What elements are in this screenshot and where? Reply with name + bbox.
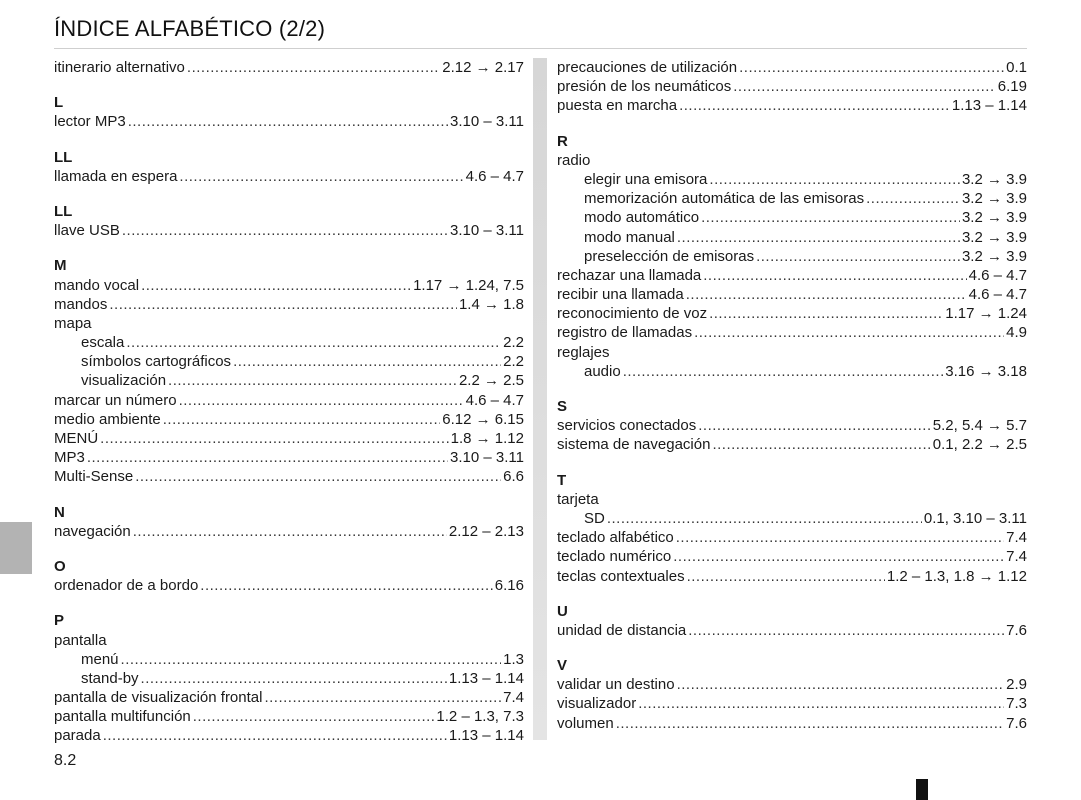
entry-pages: 0.1, 3.10 – 3.11 bbox=[923, 509, 1027, 527]
entry-pages: 1.17 → 1.24, 7.5 bbox=[413, 276, 524, 294]
entry-term: ordenador de a bordo bbox=[54, 577, 199, 595]
entry-term: menú bbox=[81, 650, 119, 668]
index-entry bbox=[54, 410, 524, 429]
index-subentry bbox=[557, 362, 1027, 381]
entry-term: unidad de distancia bbox=[557, 621, 687, 639]
index-entry bbox=[54, 448, 524, 467]
entry-pages: 3.2 → 3.9 bbox=[961, 209, 1027, 227]
index-entry bbox=[557, 547, 1027, 566]
entry-term: pantalla multifunción bbox=[54, 708, 191, 726]
entry-term: preselección de emisoras bbox=[584, 247, 755, 265]
index-entry bbox=[54, 391, 524, 410]
entry-pages: 1.3 bbox=[503, 650, 524, 668]
index-subentry bbox=[54, 669, 524, 688]
index-entry bbox=[54, 726, 524, 745]
entry-term: modo manual bbox=[584, 228, 675, 246]
entry-term: Multi-Sense bbox=[54, 468, 134, 486]
dot-leader bbox=[712, 435, 930, 454]
entry-term: volumen bbox=[557, 714, 614, 732]
entry-term: parada bbox=[54, 727, 101, 745]
entry-term: lector MP3 bbox=[54, 113, 126, 131]
entry-pages: 1.13 – 1.14 bbox=[448, 669, 524, 687]
dot-leader bbox=[676, 528, 1004, 547]
print-mark bbox=[916, 779, 928, 800]
entry-pages: 3.10 – 3.11 bbox=[450, 449, 524, 467]
dot-leader bbox=[141, 276, 411, 295]
index-entry bbox=[557, 567, 1027, 586]
index-entry bbox=[54, 112, 524, 131]
index-entry bbox=[54, 221, 524, 240]
entry-term: llave USB bbox=[54, 222, 120, 240]
index-entry bbox=[557, 528, 1027, 547]
dot-leader bbox=[709, 170, 960, 189]
dot-leader bbox=[128, 112, 448, 131]
entry-term: puesta en marcha bbox=[557, 97, 678, 115]
dot-leader bbox=[163, 410, 441, 429]
entry-pages: 3.10 – 3.11 bbox=[450, 113, 524, 131]
entry-pages: 0.1 bbox=[1006, 59, 1027, 76]
entry-pages: 1.13 – 1.14 bbox=[448, 727, 524, 745]
entry-term: registro de llamadas bbox=[557, 324, 693, 342]
dot-leader bbox=[141, 669, 447, 688]
dot-leader bbox=[616, 714, 1004, 733]
entry-pages: 1.2 – 1.3, 7.3 bbox=[436, 708, 524, 726]
entry-term: modo automático bbox=[584, 209, 700, 227]
index-subentry bbox=[557, 509, 1027, 528]
dot-leader bbox=[103, 726, 447, 745]
entry-term: medio ambiente bbox=[54, 410, 161, 428]
index-entry bbox=[557, 266, 1027, 285]
entry-pages: 0.1, 2.2 → 2.5 bbox=[932, 436, 1027, 454]
index-entry bbox=[557, 694, 1027, 713]
entry-term: visualizador bbox=[557, 695, 637, 713]
dot-leader bbox=[121, 650, 502, 669]
entry-term: reconocimiento de voz bbox=[557, 305, 708, 323]
section-letter-t: T bbox=[557, 471, 567, 489]
entry-term: memorización automática de las emisoras bbox=[584, 190, 865, 208]
entry-pages: 7.3 bbox=[1006, 695, 1027, 713]
entry-pages: 3.2 → 3.9 bbox=[961, 228, 1027, 246]
dot-leader bbox=[698, 416, 931, 435]
chapter-tab bbox=[0, 522, 32, 574]
index-entry bbox=[54, 167, 524, 186]
index-entry bbox=[557, 58, 1027, 77]
dot-leader bbox=[135, 467, 501, 486]
index-entry bbox=[557, 714, 1027, 733]
dot-leader bbox=[179, 391, 464, 410]
dot-leader bbox=[687, 567, 885, 586]
section-letter-p: P bbox=[54, 612, 65, 630]
section-letter-ll: LL bbox=[54, 202, 73, 220]
section-letter-ll: LL bbox=[54, 148, 73, 166]
index-entry bbox=[557, 675, 1027, 694]
entry-term: teclado numérico bbox=[557, 548, 672, 566]
entry-pages: 7.6 bbox=[1006, 714, 1027, 732]
entry-pages: 6.16 bbox=[494, 577, 524, 595]
entry-term: rechazar una llamada bbox=[557, 266, 702, 284]
entry-term: stand-by bbox=[81, 669, 139, 687]
column-divider bbox=[533, 58, 547, 740]
index-subentry bbox=[557, 228, 1027, 247]
index-entry bbox=[557, 96, 1027, 115]
section-letter-n: N bbox=[54, 503, 65, 521]
section-letter-o: O bbox=[54, 557, 66, 575]
entry-term: teclado alfabético bbox=[557, 529, 674, 547]
index-entry bbox=[54, 429, 524, 448]
index-entry bbox=[557, 621, 1027, 640]
entry-term: MP3 bbox=[54, 449, 85, 467]
dot-leader bbox=[703, 266, 966, 285]
index-subentry bbox=[54, 333, 524, 352]
entry-pages: 1.2 – 1.3, 1.8 → 1.12 bbox=[886, 567, 1027, 585]
index-subentry bbox=[557, 189, 1027, 208]
section-letter-m: M bbox=[54, 257, 67, 275]
entry-pages: 1.17 → 1.24 bbox=[945, 305, 1027, 323]
entry-term: sistema de navegación bbox=[557, 436, 711, 454]
entry-term: navegación bbox=[54, 522, 131, 540]
entry-term: símbolos cartográficos bbox=[81, 353, 232, 371]
entry-term: mando vocal bbox=[54, 276, 140, 294]
entry-pages: 3.2 → 3.9 bbox=[961, 190, 1027, 208]
entry-pages: 6.19 bbox=[997, 78, 1027, 96]
index-subentry bbox=[54, 650, 524, 669]
index-entry bbox=[54, 688, 524, 707]
section-letter-s: S bbox=[557, 398, 568, 415]
dot-leader bbox=[677, 228, 960, 247]
entry-pages: 6.12 → 6.15 bbox=[442, 410, 524, 428]
entry-pages: 2.9 bbox=[1006, 676, 1027, 694]
entry-pages: 5.2, 5.4 → 5.7 bbox=[932, 417, 1027, 435]
page-number: 8.2 bbox=[54, 752, 77, 769]
dot-leader bbox=[739, 58, 1004, 77]
entry-term: servicios conectados bbox=[557, 417, 697, 435]
entry-pages: 4.6 – 4.7 bbox=[465, 391, 524, 409]
entry-pages: 2.12 – 2.13 bbox=[448, 522, 524, 540]
entry-term: teclas contextuales bbox=[557, 567, 685, 585]
index-entry bbox=[54, 295, 524, 314]
index-entry bbox=[54, 522, 524, 541]
dot-leader bbox=[200, 576, 493, 595]
entry-pages: 7.6 bbox=[1006, 621, 1027, 639]
dot-leader bbox=[638, 694, 1004, 713]
section-letter-v: V bbox=[557, 657, 568, 675]
dot-leader bbox=[179, 167, 463, 186]
dot-leader bbox=[126, 333, 501, 352]
dot-leader bbox=[756, 247, 960, 266]
entry-pages: 1.8 → 1.12 bbox=[450, 430, 524, 447]
entry-pages: 3.2 → 3.9 bbox=[961, 170, 1027, 188]
dot-leader bbox=[677, 675, 1005, 694]
entry-term: mandos bbox=[54, 295, 108, 313]
entry-pages: 2.2 bbox=[503, 334, 524, 352]
dot-leader bbox=[694, 323, 1004, 342]
dot-leader bbox=[709, 304, 943, 323]
dot-leader bbox=[168, 371, 457, 390]
section-letter-r: R bbox=[557, 132, 568, 150]
index-entry bbox=[557, 323, 1027, 342]
index-entry bbox=[557, 416, 1027, 435]
entry-term: escala bbox=[81, 334, 125, 352]
dot-leader bbox=[679, 96, 950, 115]
dot-leader bbox=[87, 448, 448, 467]
index-entry bbox=[54, 276, 524, 295]
dot-leader bbox=[866, 189, 960, 208]
entry-term: presión de los neumáticos bbox=[557, 78, 732, 96]
entry-heading: tarjeta bbox=[557, 490, 599, 508]
page-title: ÍNDICE ALFABÉTICO (2/2) bbox=[54, 16, 326, 41]
dot-leader bbox=[673, 547, 1004, 566]
entry-term: marcar un número bbox=[54, 391, 177, 409]
dot-leader bbox=[233, 352, 501, 371]
entry-term: recibir una llamada bbox=[557, 286, 684, 304]
section-letter-u: U bbox=[557, 602, 568, 620]
dot-leader bbox=[686, 285, 967, 304]
entry-heading: mapa bbox=[54, 314, 92, 332]
index-entry bbox=[557, 77, 1027, 96]
entry-term: llamada en espera bbox=[54, 167, 178, 185]
dot-leader bbox=[701, 208, 960, 227]
entry-term: MENÚ bbox=[54, 430, 99, 447]
entry-pages: 1.13 – 1.14 bbox=[951, 97, 1027, 115]
entry-pages: 3.16 → 3.18 bbox=[945, 362, 1027, 380]
dot-leader bbox=[688, 621, 1004, 640]
entry-term: SD bbox=[584, 509, 605, 527]
entry-term: pantalla de visualización frontal bbox=[54, 689, 263, 707]
entry-pages: 4.6 – 4.7 bbox=[968, 266, 1027, 284]
entry-term: visualización bbox=[81, 372, 167, 390]
entry-pages: 4.6 – 4.7 bbox=[465, 167, 524, 185]
dot-leader bbox=[607, 509, 922, 528]
entry-pages: 3.2 → 3.9 bbox=[961, 247, 1027, 265]
entry-term: precauciones de utilización bbox=[557, 59, 738, 76]
entry-pages: 7.4 bbox=[1006, 548, 1027, 566]
entry-pages: 6.6 bbox=[503, 468, 524, 486]
entry-pages: 4.9 bbox=[1006, 324, 1027, 342]
title-rule bbox=[54, 48, 1027, 49]
index-entry bbox=[54, 707, 524, 726]
entry-pages: 3.10 – 3.11 bbox=[450, 222, 524, 240]
entry-heading: radio bbox=[557, 151, 591, 169]
dot-leader bbox=[109, 295, 457, 314]
dot-leader bbox=[122, 221, 448, 240]
entry-pages: 2.2 bbox=[503, 353, 524, 371]
entry-pages: 2.12 → 2.17 bbox=[442, 59, 524, 76]
index-entry bbox=[54, 576, 524, 595]
index-entry bbox=[54, 58, 524, 77]
index-column-left bbox=[54, 58, 524, 746]
entry-term: audio bbox=[584, 362, 621, 380]
index-subentry bbox=[557, 247, 1027, 266]
entry-heading: reglajes bbox=[557, 343, 610, 361]
index-entry bbox=[557, 304, 1027, 323]
dot-leader bbox=[187, 58, 440, 77]
dot-leader bbox=[733, 77, 996, 96]
dot-leader bbox=[264, 688, 501, 707]
dot-leader bbox=[623, 362, 944, 381]
section-letter-l: L bbox=[54, 94, 64, 112]
entry-pages: 7.4 bbox=[503, 689, 524, 707]
entry-heading: pantalla bbox=[54, 631, 107, 649]
index-entry bbox=[557, 435, 1027, 454]
index-subentry bbox=[557, 208, 1027, 227]
entry-pages: 4.6 – 4.7 bbox=[968, 286, 1027, 304]
entry-pages: 2.2 → 2.5 bbox=[458, 372, 524, 390]
dot-leader bbox=[100, 429, 448, 448]
dot-leader bbox=[193, 707, 435, 726]
index-entry bbox=[54, 467, 524, 486]
entry-term: validar un destino bbox=[557, 676, 675, 694]
index-subentry bbox=[54, 352, 524, 371]
index-subentry bbox=[54, 371, 524, 390]
entry-pages: 1.4 → 1.8 bbox=[458, 295, 524, 313]
dot-leader bbox=[133, 522, 447, 541]
entry-term: elegir una emisora bbox=[584, 170, 708, 188]
index-column-right bbox=[557, 58, 1027, 733]
entry-pages: 7.4 bbox=[1006, 529, 1027, 547]
index-entry bbox=[557, 285, 1027, 304]
index-subentry bbox=[557, 170, 1027, 189]
entry-term: itinerario alternativo bbox=[54, 59, 185, 76]
